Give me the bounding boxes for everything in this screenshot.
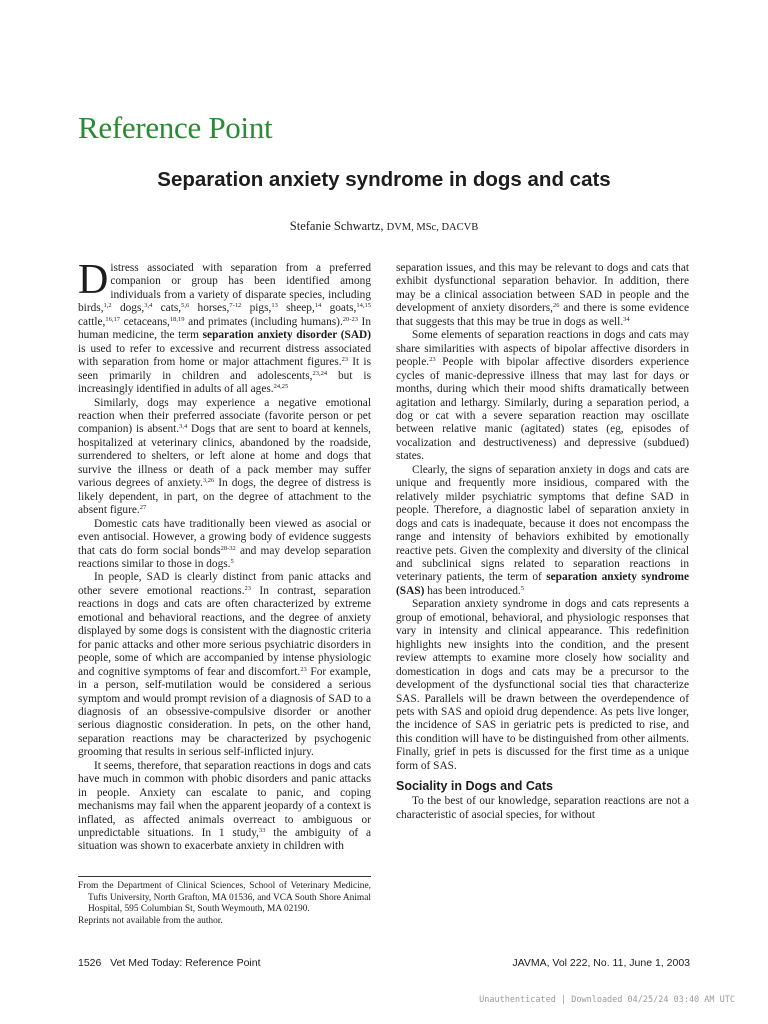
right-column-flow (396, 262, 689, 822)
footnote (78, 876, 371, 927)
article-title: Separation anxiety syndrome in dogs and cats (157, 168, 611, 191)
paragraph-phobic: It seems, therefore, that separation reactions in dogs and cats have much in common with phobic disorders and panic attacks in people. Anxiety can escalate to panic, and coping mechanisms may fail when the apparent jeopardy of a context is inflated, as affected animals overreact to ambiguous or unpredictable situations. In 1 study,$^{33}$ the ambiguity of a situation was shown to exacerbate anxiety in children with (78, 759, 372, 853)
drop-cap: D (78, 257, 109, 303)
section-heading-sociality: Sociality in Dogs and Cats (396, 779, 553, 794)
paragraph-people: In people, SAD is clearly distinct from panic attacks and other severe emotional reactions.$^{23}$ In contrast, separation reactions in dogs and cats are often characterized by extreme emotional and behavioral reactions, and the degree of anxiety displayed by some dogs is consistent with the diagnostic criteria for panic attacks and other more serious psychiatric disorders in people, some of which are accompanied by intense physiologic and cognitive symptoms of fear and discomfort.$^{23}$ For example, in a person, self-mutilation would be considered a serious symptom and would prompt revision of a diagnosis of SAD to a diagnosis of an obsessive-compulsive disorder or another serious diagnostic consideration. In pets, on the other hand, separation reactions may be characterized by psychogenic grooming that results in serious self-inflicted injury. (78, 571, 371, 759)
paragraph-intro: Distress associated with separation from a preferred companion or group has been identified among individuals from a variety of disparate species, including birds,$^{1,2}$ dogs,$^{3,4}$ cats,$^{5,6}$ horses,$^{7-12}$ pigs,$^{13}$ sheep,$^{14}$ goats,$^{14,15}$ cattle,$^{16,17}$ cetaceans,$^{18,19}$ and primates (including humans).$^{20-23}$ In human medicine, the term separation anxiety disorder (SAD) is used to refer to excessive and recurrent distress associated with separation from home or major attachment figures.$^{23}$ It is seen primarily in children and adolescents,$^{23,24}$ but is increasingly identified in adults of all ages.$^{24,25}$ (78, 257, 371, 396)
footnote-affiliation: From the Department of Clinical Sciences, School of Veterinary Medicine, Tufts University, North Grafton, MA 01536, and VCA South Shore Animal Hospital, 595 Columbian St, South Weymouth, MA 02190. (78, 881, 371, 914)
paragraph-clearly: Clearly, the signs of separation anxiety in dogs and cats are unique and frequently more insidious, compared with the relatively milder psychiatric symptoms that define SAD in people. Therefore, a diagnostic label of separation anxiety in dogs and cats is inadequate, because it does not encompass the range and intensity of behaviors exhibited by emotionally reactive pets. Given the complexity and diversity of the clinical and subclinical signs related to separation reactions in veterinary patients, the term of separation anxiety syndrome (SAS) has been introduced.$^5$ (396, 463, 690, 597)
paragraph-bipolar: Some elements of separation reactions in dogs and cats may share similarities with aspects of bipolar affective disorders in people.$^{23}$ People with bipolar affective disorders experience cycles of manic-depressive illness that may last for days or months, during which their mood shifts dramatically between agitation and lethargy. Similarly, during a separation period, a dog or cat with a severe separation reaction may oscillate between relative manic (agitated) states (eg, episodes of vocalization and destructiveness) and depressive (subdued) states. (396, 329, 689, 463)
section-label: Reference Point (78, 110, 273, 145)
download-watermark: Unauthenticated | Downloaded 04/25/24 03:40 AM UTC (479, 995, 735, 1005)
paragraph-phobic-continued: separation issues, and this may be relevant to dogs and cats that exhibit dysfunctional separation behavior. In addition, there may be a clinical association between SAD in people and the development of anxiety disorders,$^{26}$ and there is some evidence that suggests that this may be true in dogs as well.$^{34}$ (396, 262, 689, 328)
right-column (396, 262, 689, 822)
paragraph-sociality: To the best of our knowledge, separation reactions are not a characteristic of asocial species, for without (396, 795, 689, 821)
author-name: Stefanie Schwartz, (289, 219, 384, 233)
footer-journal-info: JAVMA, Vol 222, No. 11, June 1, 2003 (512, 957, 690, 969)
footer-page-info: 1526 Vet Med Today: Reference Point (78, 957, 261, 969)
byline (0, 219, 768, 234)
paragraph-cats: Domestic cats have traditionally been viewed as asocial or even antisocial. However, a growing body of evidence suggests that cats do form social bonds$^{28-32}$ and may develop separation reactions similar to those in dogs.$^5$ (78, 517, 371, 570)
author-credentials: DVM, MSc, DACVB (386, 222, 479, 233)
paragraph-dogs: Similarly, dogs may experience a negative emotional reaction when their preferred associate (favorite person or pet companion) is absent.$^{3,4}$ Dogs that are sent to board at kennels, hospitalized at veterinary clinics, abandoned by the roadside, surrendered to shelters, or left alone at home and dogs that survive the illness or death of a pack member may suffer various degrees of anxiety.$^{3,26}$ In dogs, the degree of distress is likely dependent, in part, on the degree of attachment to the absent figure.$^{27}$ (78, 396, 372, 517)
paragraph-sas: Separation anxiety syndrome in dogs and cats represents a group of emotional, behavioral, and physiologic responses that vary in intensity and clinical appearance. This redefinition highlights new insights into the condition, and the present review attempts to examine more closely how sociality and domestication in dogs and cats may be a precursor to the development of the dysfunctional social ties that characterize SAS. Parallels will be drawn between the overdependence of pets with SAS and opioid drug dependence. As pets live longer, the incidence of SAS in geriatric pets is predicted to rise, and this condition will have to be distinguished from other ailments. Finally, grief in pets is discussed for the first time as a unique form of SAS. (396, 598, 689, 772)
left-column (78, 257, 372, 854)
footnote-reprints: Reprints not available from the author. (78, 915, 223, 926)
